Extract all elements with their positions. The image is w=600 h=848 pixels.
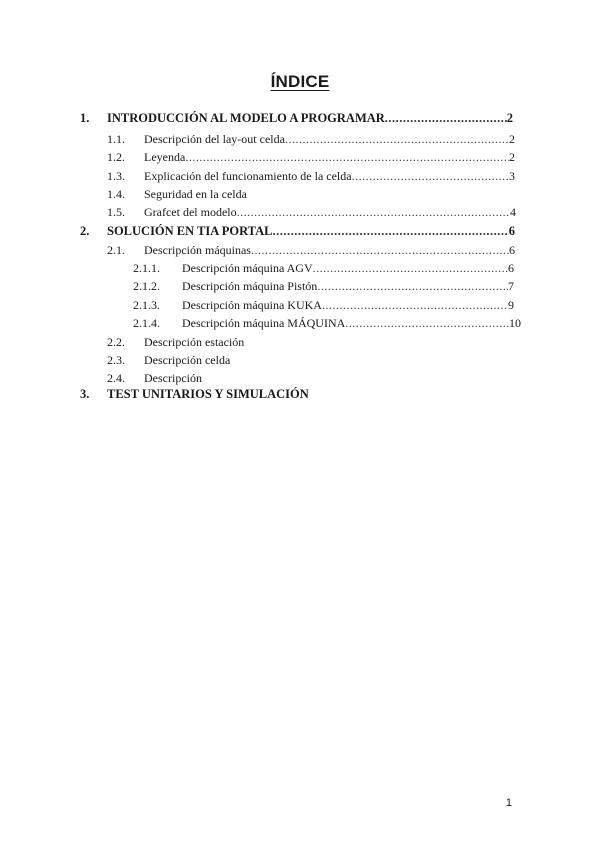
toc-entry-title: Descripción — [144, 371, 202, 385]
toc-entry-number: 2.1.4. — [133, 316, 160, 330]
toc-entry-number: 2.2. — [107, 335, 125, 349]
toc-entry-page: 6 — [508, 224, 515, 238]
toc-entry-title: Leyenda — [144, 150, 186, 164]
toc-entry-title: Descripción estación — [144, 335, 245, 349]
toc-leader — [251, 242, 509, 258]
toc-entry[interactable] — [0, 149, 515, 165]
page-title: ÍNDICE — [270, 72, 330, 91]
toc-entry-title: TEST UNITARIOS Y SIMULACIÓN — [107, 387, 309, 401]
toc-leader — [352, 168, 509, 184]
toc-entry-number: 2. — [80, 224, 90, 238]
toc-entry-title: Seguridad en la celda — [144, 187, 247, 201]
toc-leader — [185, 149, 509, 165]
toc-entry-number: 2.1. — [107, 243, 125, 257]
toc-entry-number: 3. — [80, 387, 90, 401]
toc-entry-page: 2 — [509, 150, 515, 164]
toc-leader — [385, 110, 507, 126]
toc-entry-title: Descripción celda — [144, 353, 231, 367]
toc-leader — [285, 131, 509, 147]
toc-entry[interactable] — [0, 386, 309, 402]
toc-entry-number: 1.1. — [107, 132, 125, 146]
toc-entry-page: 10 — [509, 316, 521, 330]
toc-entry-number: 1.4. — [107, 187, 125, 201]
toc-entry-page: 3 — [509, 169, 515, 183]
toc-entry-page: 2 — [509, 132, 515, 146]
toc-entry[interactable] — [0, 242, 515, 258]
toc-entry-page: 6 — [509, 243, 515, 257]
toc-leader — [272, 223, 508, 239]
toc-entry[interactable] — [0, 334, 244, 350]
toc-entry-title: SOLUCIÓN EN TIA PORTAL — [107, 224, 273, 238]
toc-entry-number: 2.1.1. — [133, 261, 160, 275]
toc-entry[interactable] — [0, 186, 247, 202]
toc-entry-page: 4 — [510, 205, 516, 219]
toc-entry-number: 1.2. — [107, 150, 125, 164]
toc-entry[interactable] — [0, 260, 514, 276]
toc-entry-number: 2.1.2. — [133, 279, 160, 293]
toc-entry-number: 1.3. — [107, 169, 125, 183]
toc-entry[interactable] — [0, 297, 514, 313]
toc-entry-title: Descripción máquina MÁQUINA — [182, 316, 346, 330]
toc-entry[interactable] — [0, 370, 202, 386]
toc-entry-number: 2.4. — [107, 371, 125, 385]
toc-entry-number: 2.3. — [107, 353, 125, 367]
toc-entry-number: 1.5. — [107, 205, 125, 219]
toc-entry[interactable] — [0, 110, 513, 126]
toc-leader — [237, 204, 510, 220]
toc-entry-title: Descripción máquina Pistón — [182, 279, 318, 293]
toc-entry-page: 7 — [508, 279, 514, 293]
toc-entry-title: INTRODUCCIÓN AL MODELO A PROGRAMAR — [107, 111, 385, 125]
toc-entry[interactable] — [0, 204, 516, 220]
toc-entry-title: Grafcet del modelo — [144, 205, 237, 219]
toc-entry-title: Explicación del funcionamiento de la celda — [144, 169, 352, 183]
toc-entry[interactable] — [0, 168, 515, 184]
toc-entry-number: 1. — [80, 111, 90, 125]
toc-leader — [317, 278, 508, 294]
toc-entry[interactable] — [0, 315, 521, 331]
toc-leader — [345, 315, 509, 331]
toc-entry[interactable] — [0, 352, 230, 368]
toc-leader — [322, 297, 508, 313]
toc-entry-title: Descripción máquina AGV — [182, 261, 313, 275]
toc-leader — [313, 260, 508, 276]
toc-entry-number: 2.1.3. — [133, 298, 160, 312]
toc-entry-title: Descripción máquinas — [144, 243, 251, 257]
toc-entry[interactable] — [0, 278, 514, 294]
toc-entry[interactable] — [0, 131, 515, 147]
toc-entry-title: Descripción máquina KUKA — [182, 298, 322, 312]
page-number: 1 — [505, 797, 512, 809]
toc-entry-title: Descripción del lay-out celda — [144, 132, 285, 146]
toc-entry-page: 2 — [506, 111, 513, 125]
toc-entry-page: 9 — [508, 298, 514, 312]
toc-entry[interactable] — [0, 223, 515, 239]
toc-entry-page: 6 — [508, 261, 514, 275]
